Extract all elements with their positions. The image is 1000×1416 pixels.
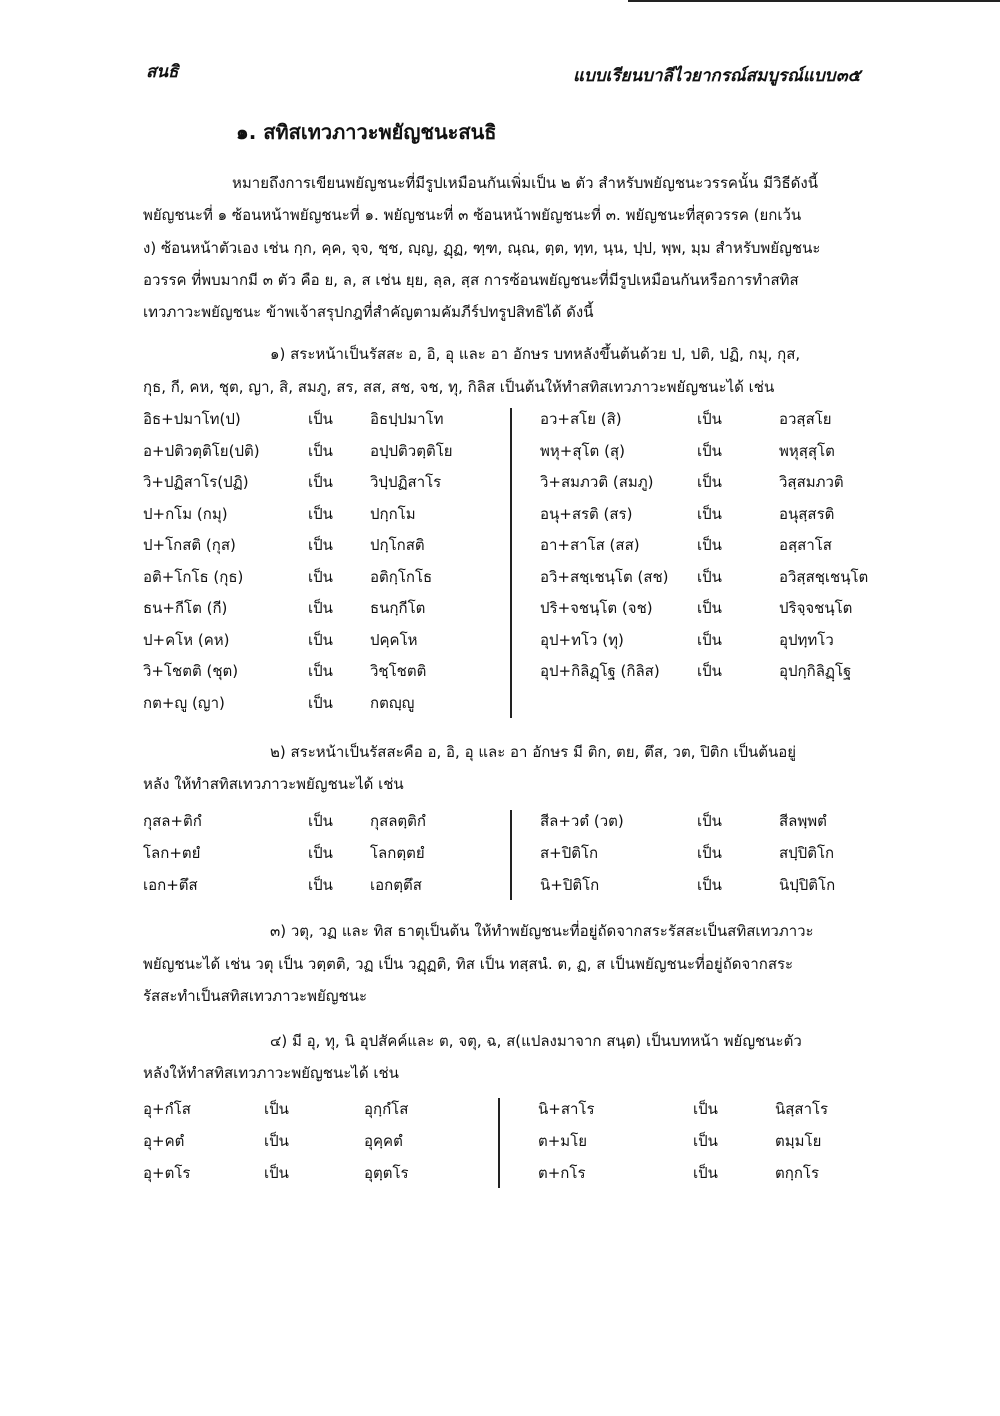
left-example-connector: เป็น <box>308 473 333 491</box>
rule-2-line: ๒) สระหน้าเป็นรัสสะคือ อ, อิ, อุ และ อา อักษร มี ติก, ตย, ตึส, วต, ปิติก เป็นต้นอยู่ <box>270 743 797 761</box>
rule-2-line: หลัง ให้ทำสทิสเทวภาวะพยัญชนะได้ เช่น <box>143 775 404 793</box>
left-example-result: กตญฺญู <box>370 693 415 712</box>
right-example-source: ต+มโย <box>538 1132 588 1150</box>
right-example-source: วิ+สมภวติ (สมภู) <box>540 473 654 491</box>
left-example-result: กุสลตฺติกํ <box>370 812 426 830</box>
intro-line: หมายถึงการเขียนพยัญชนะที่มีรูปเหมือนกันเพิ่มเป็น ๒ ตัว สำหรับพยัญชนะวรรคนั้น มีวิธีดังนี้ <box>232 174 818 192</box>
left-example-connector: เป็น <box>308 876 333 894</box>
left-example-source: อุ+กํโส <box>143 1100 191 1118</box>
left-example-connector: เป็น <box>264 1132 289 1150</box>
left-example-result: ธนกฺกีโต <box>370 599 426 617</box>
left-example-connector: เป็น <box>308 812 333 830</box>
left-example-source: ธน+กีโต (กี) <box>143 599 228 617</box>
right-example-connector: เป็น <box>697 504 722 523</box>
right-example-connector: เป็น <box>697 599 722 617</box>
right-example-connector: เป็น <box>697 876 722 894</box>
section-title: ๑. สทิสเทวภาวะพยัญชนะสนธิ <box>236 120 497 144</box>
left-example-connector: เป็น <box>308 844 333 862</box>
right-example-source: อุป+ทโว (ทุ) <box>540 630 624 649</box>
left-example-result: ปคฺคโห <box>370 630 418 649</box>
left-example-connector: เป็น <box>308 693 333 712</box>
left-example-result: วิชฺโชตติ <box>370 662 427 680</box>
left-example-source: ป+โกสติ (กุส) <box>143 536 236 554</box>
left-example-result: โลกตฺตยํ <box>370 844 425 862</box>
left-example-result: อุกฺกํโส <box>364 1100 409 1118</box>
left-example-connector: เป็น <box>308 567 333 586</box>
rule-3-line: รัสสะทำเป็นสทิสเทวภาวะพยัญชนะ <box>143 987 368 1005</box>
left-example-source: วิ+โชตติ (ชุต) <box>143 662 239 680</box>
left-example-source: อุ+คตํ <box>143 1132 185 1150</box>
right-example-connector: เป็น <box>697 536 722 554</box>
left-example-connector: เป็น <box>308 662 333 680</box>
left-example-source: อ+ปติวตฺติโย(ปติ) <box>143 441 260 460</box>
left-example-source: ป+กโม (กมุ) <box>143 504 228 523</box>
top-rule <box>628 0 1000 2</box>
right-example-connector: เป็น <box>697 662 722 680</box>
right-example-source: อว+สโย (สิ) <box>540 410 622 428</box>
intro-line: เทวภาวะพยัญชนะ ข้าพเจ้าสรุปกฎที่สำคัญตามคัมภีร์ปทรูปสิทธิได้ ดังนี้ <box>143 303 594 321</box>
right-example-result: อวิสฺสชฺเชนฺโต <box>779 567 869 586</box>
rule-1-line: กุธ, กี, คห, ชุต, ญา, สิ, สมภู, สร, สส, สช, จช, ทุ, กิลิส เป็นต้นให้ทำสทิสเทวภาวะพยัญชนะได้ เช่น <box>143 378 775 396</box>
right-example-result: นิปฺปิติโก <box>779 876 836 894</box>
right-example-result: สปฺปิติโก <box>779 844 835 862</box>
right-example-connector: เป็น <box>697 410 722 428</box>
left-example-source: อุ+ตโร <box>143 1164 191 1182</box>
right-example-connector: เป็น <box>693 1132 718 1150</box>
right-example-source: ส+ปิติโก <box>540 844 599 862</box>
right-example-source: อวิ+สชฺเชนฺโต (สช) <box>540 567 669 586</box>
left-example-result: อุตฺตโร <box>364 1164 409 1182</box>
left-example-connector: เป็น <box>308 536 333 554</box>
left-example-result: อปฺปติวตฺติโย <box>370 441 453 460</box>
left-example-source: อิธ+ปมาโท(ป) <box>143 410 241 428</box>
left-example-source: วิ+ปฏิสาโร(ปฏิ) <box>143 473 249 491</box>
right-example-connector: เป็น <box>693 1164 718 1182</box>
running-header-right: แบบเรียนบาลีไวยากรณ์สมบูรณ์แบบ <box>573 66 836 86</box>
right-example-source: สีล+วตํ (วต) <box>540 812 624 830</box>
right-example-connector: เป็น <box>693 1100 718 1118</box>
rule-3-line: ๓) วตุ, วฏ และ ทิส ธาตุเป็นต้น ให้ทำพยัญชนะที่อยู่ถัดจากสระรัสสะเป็นสทิสเทวภาวะ <box>270 922 814 940</box>
right-example-connector: เป็น <box>697 441 722 460</box>
rule-1-line: ๑) สระหน้าเป็นรัสสะ อ, อิ, อุ และ อา อักษร บทหลังขึ้นต้นด้วย ป, ปติ, ปฏิ, กมุ, กุส, <box>270 345 801 363</box>
left-example-connector: เป็น <box>308 410 333 428</box>
left-example-result: เอกตฺตึส <box>370 876 422 894</box>
left-example-connector: เป็น <box>308 599 333 617</box>
column-divider <box>510 810 512 900</box>
left-example-result: วิปฺปฏิสาโร <box>370 473 442 491</box>
page-number: ๓๕ <box>836 66 861 86</box>
left-example-connector: เป็น <box>308 630 333 649</box>
intro-line: พยัญชนะที่ ๑ ซ้อนหน้าพยัญชนะที่ ๑. พยัญชนะที่ ๓ ซ้อนหน้าพยัญชนะที่ ๓. พยัญชนะที่สุดวรรค (ยกเว้น <box>143 206 802 224</box>
left-example-connector: เป็น <box>264 1100 289 1118</box>
right-example-source: นิ+ปิติโก <box>540 876 600 894</box>
right-example-connector: เป็น <box>697 812 722 830</box>
right-example-result: ปริจฺจชนฺโต <box>779 599 853 617</box>
left-example-source: โลก+ตยํ <box>143 844 201 862</box>
right-example-result: อนุสฺสรติ <box>779 504 835 523</box>
right-example-result: สีลพฺพตํ <box>779 812 827 830</box>
right-example-source: นิ+สาโร <box>538 1100 595 1118</box>
running-header-left: สนธิ <box>146 62 179 82</box>
intro-line: อวรรค ที่พบมากมี ๓ ตัว คือ ย, ล, ส เช่น ยฺย, ลฺล, สฺส การซ้อนพยัญชนะที่มีรูปเหมือนกันหรือการทำสทิส <box>143 271 799 289</box>
left-example-source: กุสล+ติกํ <box>143 812 202 830</box>
right-example-connector: เป็น <box>697 844 722 862</box>
left-example-source: อติ+โกโธ (กุธ) <box>143 567 244 586</box>
right-example-source: อนุ+สรติ (สร) <box>540 504 633 523</box>
right-example-result: พหุสฺสุโต <box>779 441 835 460</box>
left-example-source: กต+ญู (ญา) <box>143 693 225 712</box>
right-example-result: อุปกฺกิลิฏฺโฐ <box>779 662 852 680</box>
left-example-result: อุคฺคตํ <box>364 1132 403 1150</box>
left-example-connector: เป็น <box>264 1164 289 1182</box>
right-example-result: ตกฺกโร <box>775 1164 820 1182</box>
left-example-result: อติกฺโกโธ <box>370 567 433 586</box>
left-example-source: ป+คโห (คห) <box>143 630 230 649</box>
right-example-source: อุป+กิลิฏฺโฐ (กิลิส) <box>540 662 660 680</box>
left-example-source: เอก+ตึส <box>143 876 198 894</box>
left-example-result: อิธปฺปมาโท <box>370 410 444 428</box>
column-divider <box>498 1098 500 1188</box>
column-divider <box>510 408 512 718</box>
right-example-result: อสฺสาโส <box>779 536 832 554</box>
right-example-source: ปริ+จชนฺโต (จช) <box>540 599 653 617</box>
rule-3-line: พยัญชนะได้ เช่น วตุ เป็น วตฺตติ, วฏ เป็น วฏฺฏติ, ทิส เป็น ทสฺสนํ. ต, ฏ, ส เป็นพยัญชนะที่อยู่ถัดจากสระ <box>143 955 794 973</box>
right-example-result: อุปทฺทโว <box>779 630 834 649</box>
right-example-source: พหุ+สุโต (สุ) <box>540 441 625 460</box>
right-example-connector: เป็น <box>697 630 722 649</box>
right-example-result: อวสฺสโย <box>779 410 832 428</box>
right-example-connector: เป็น <box>697 567 722 586</box>
left-example-connector: เป็น <box>308 504 333 523</box>
left-example-result: ปกฺกโม <box>370 504 416 523</box>
right-example-source: อา+สาโส (สส) <box>540 536 640 554</box>
right-example-result: วิสฺสมภวติ <box>779 473 844 491</box>
rule-4-line: ๔) มี อุ, ทุ, นิ อุปสัคค์และ ต, จตุ, ฉ, ส(แปลงมาจาก สนฺต) เป็นบทหน้า พยัญชนะตัว <box>270 1032 802 1050</box>
right-example-result: นิสฺสาโร <box>775 1100 829 1118</box>
rule-4-line: หลังให้ทำสทิสเทวภาวะพยัญชนะได้ เช่น <box>143 1064 399 1082</box>
right-example-source: ต+กโร <box>538 1164 586 1182</box>
intro-line: ง) ซ้อนหน้าตัวเอง เช่น กฺก, คฺค, จฺจ, ชฺช, ญฺญ, ฏฺฏ, ฑฺฑ, ณฺณ, ตฺต, ทฺท, นฺน, ปฺป, พฺพ, มฺม สำหรับพยัญชนะ <box>143 239 821 257</box>
left-example-connector: เป็น <box>308 441 333 460</box>
right-example-result: ตมฺมโย <box>775 1132 822 1150</box>
right-example-connector: เป็น <box>697 473 722 491</box>
left-example-result: ปกฺโกสติ <box>370 536 425 554</box>
